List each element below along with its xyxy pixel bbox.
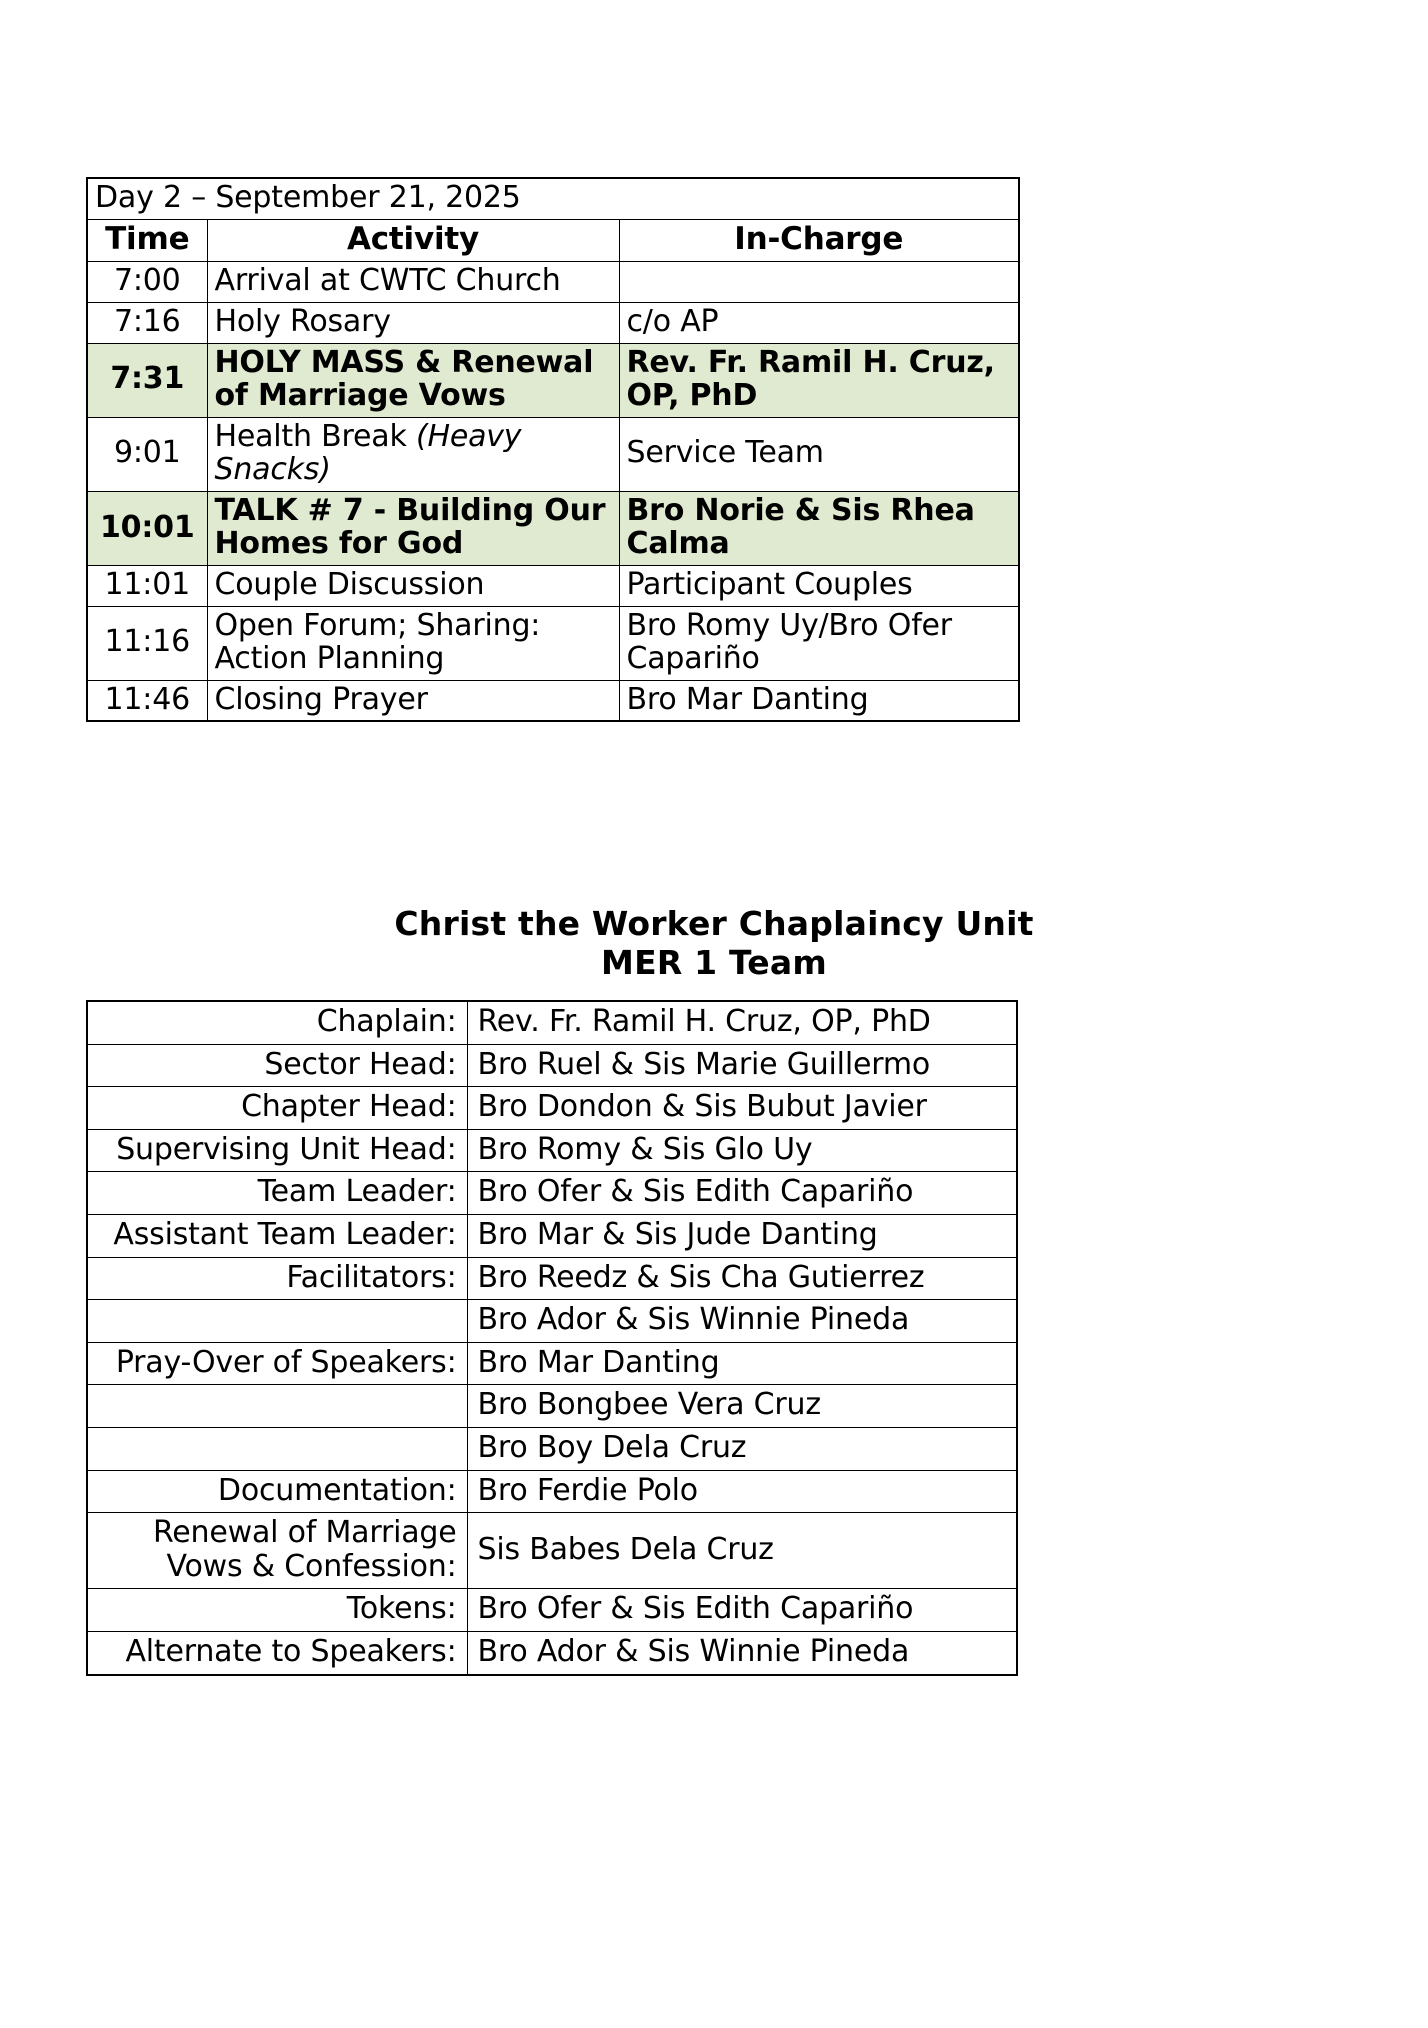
schedule-cell-in-charge: Participant Couples: [619, 566, 1019, 607]
schedule-cell-in-charge: Bro Norie & Sis Rhea Calma: [619, 491, 1019, 565]
team-row: [87, 1513, 1017, 1589]
team-table-body: [87, 1001, 1017, 1675]
schedule-row: [87, 262, 1019, 303]
schedule-cell-time: 11:16: [87, 606, 207, 680]
team-cell-person: Bro Ofer & Sis Edith Capariño: [467, 1589, 1017, 1632]
team-cell-person: Bro Dondon & Sis Bubut Javier: [467, 1087, 1017, 1130]
team-table-container: [86, 1000, 1018, 1676]
schedule-cell-in-charge: Service Team: [619, 417, 1019, 491]
schedule-cell-activity: [207, 566, 619, 607]
schedule-day-title-row: [87, 178, 1019, 219]
schedule-cell-time: 11:46: [87, 680, 207, 721]
schedule-table: [86, 177, 1020, 722]
team-row: [87, 1001, 1017, 1044]
schedule-day-title: Day 2 – September 21, 2025: [87, 178, 1019, 219]
schedule-cell-in-charge: Bro Romy Uy/Bro Ofer Capariño: [619, 606, 1019, 680]
activity-text: Arrival at CWTC Church: [214, 263, 561, 299]
team-cell-person: Bro Ador & Sis Winnie Pineda: [467, 1631, 1017, 1674]
team-cell-role: Pray-Over of Speakers:: [87, 1342, 467, 1385]
schedule-cell-activity: [207, 491, 619, 565]
team-cell-role: [87, 1427, 467, 1470]
schedule-cell-time: 7:00: [87, 262, 207, 303]
team-row: [87, 1129, 1017, 1172]
schedule-row: [87, 566, 1019, 607]
team-cell-person: Bro Ruel & Sis Marie Guillermo: [467, 1044, 1017, 1087]
team-cell-role: Supervising Unit Head:: [87, 1129, 467, 1172]
team-table: [86, 1000, 1018, 1676]
team-cell-role: Chaplain:: [87, 1001, 467, 1044]
team-cell-role: Renewal of Marriage Vows & Confession:: [87, 1513, 467, 1589]
column-header-time: Time: [87, 219, 207, 262]
schedule-cell-time: 7:31: [87, 343, 207, 417]
team-cell-role: Sector Head:: [87, 1044, 467, 1087]
team-cell-role: [87, 1385, 467, 1428]
schedule-cell-time: 11:01: [87, 566, 207, 607]
team-row: [87, 1257, 1017, 1300]
schedule-cell-time: 9:01: [87, 417, 207, 491]
team-cell-role: Assistant Team Leader:: [87, 1214, 467, 1257]
activity-text: Health Break: [214, 418, 416, 454]
schedule-cell-activity: [207, 606, 619, 680]
team-cell-role: Alternate to Speakers:: [87, 1631, 467, 1674]
schedule-row: [87, 491, 1019, 565]
team-row: [87, 1342, 1017, 1385]
team-row: [87, 1631, 1017, 1674]
schedule-row: [87, 606, 1019, 680]
schedule-cell-time: 7:16: [87, 302, 207, 343]
team-cell-role: Facilitators:: [87, 1257, 467, 1300]
schedule-cell-activity: [207, 680, 619, 721]
schedule-row: [87, 680, 1019, 721]
team-row: [87, 1172, 1017, 1215]
team-cell-person: Bro Romy & Sis Glo Uy: [467, 1129, 1017, 1172]
team-cell-role: Documentation:: [87, 1470, 467, 1513]
team-title-line-2: MER 1 Team: [601, 942, 827, 982]
team-cell-role: Chapter Head:: [87, 1087, 467, 1130]
activity-text: HOLY MASS & Renewal of Marriage Vows: [214, 344, 594, 414]
activity-text: Couple Discussion: [214, 567, 485, 603]
activity-text: Open Forum; Sharing: Action Planning: [214, 607, 541, 677]
column-header-in-charge: In-Charge: [619, 219, 1019, 262]
team-row: [87, 1427, 1017, 1470]
activity-text: TALK # 7 - Building Our Homes for God: [214, 492, 606, 562]
schedule-row: [87, 343, 1019, 417]
team-cell-person: Bro Mar Danting: [467, 1342, 1017, 1385]
schedule-row: [87, 417, 1019, 491]
schedule-cell-activity: [207, 262, 619, 303]
schedule-table-body: [87, 178, 1019, 721]
team-cell-person: Bro Boy Dela Cruz: [467, 1427, 1017, 1470]
team-row: [87, 1300, 1017, 1343]
team-cell-person: Bro Reedz & Sis Cha Gutierrez: [467, 1257, 1017, 1300]
team-row: [87, 1470, 1017, 1513]
team-cell-person: Sis Babes Dela Cruz: [467, 1513, 1017, 1589]
schedule-cell-in-charge: c/o AP: [619, 302, 1019, 343]
team-row: [87, 1214, 1017, 1257]
schedule-cell-in-charge: Bro Mar Danting: [619, 680, 1019, 721]
team-row: [87, 1589, 1017, 1632]
team-cell-person: Bro Ofer & Sis Edith Capariño: [467, 1172, 1017, 1215]
team-cell-role: [87, 1300, 467, 1343]
schedule-cell-in-charge: Rev. Fr. Ramil H. Cruz, OP, PhD: [619, 343, 1019, 417]
team-cell-person: Bro Ador & Sis Winnie Pineda: [467, 1300, 1017, 1343]
schedule-table-container: [86, 177, 1018, 722]
schedule-cell-activity: [207, 417, 619, 491]
team-cell-role: Tokens:: [87, 1589, 467, 1632]
team-title-line-1: Christ the Worker Chaplaincy Unit: [394, 904, 1034, 943]
team-cell-person: Bro Bongbee Vera Cruz: [467, 1385, 1017, 1428]
team-row: [87, 1044, 1017, 1087]
team-cell-person: Rev. Fr. Ramil H. Cruz, OP, PhD: [467, 1001, 1017, 1044]
team-row: [87, 1087, 1017, 1130]
activity-text: Holy Rosary: [214, 303, 391, 339]
team-cell-person: Bro Mar & Sis Jude Danting: [467, 1214, 1017, 1257]
team-cell-role: Team Leader:: [87, 1172, 467, 1215]
schedule-cell-activity: [207, 302, 619, 343]
schedule-cell-time: 10:01: [87, 491, 207, 565]
column-header-activity: Activity: [207, 219, 619, 262]
schedule-cell-activity: [207, 343, 619, 417]
team-row: [87, 1385, 1017, 1428]
activity-text: Closing Prayer: [214, 681, 428, 717]
schedule-header-row: [87, 219, 1019, 262]
activity-note-italic: (Heavy Snacks): [214, 418, 522, 488]
schedule-cell-in-charge: [619, 262, 1019, 303]
schedule-row: [87, 302, 1019, 343]
team-cell-person: Bro Ferdie Polo: [467, 1470, 1017, 1513]
team-section-title: [0, 905, 1428, 983]
